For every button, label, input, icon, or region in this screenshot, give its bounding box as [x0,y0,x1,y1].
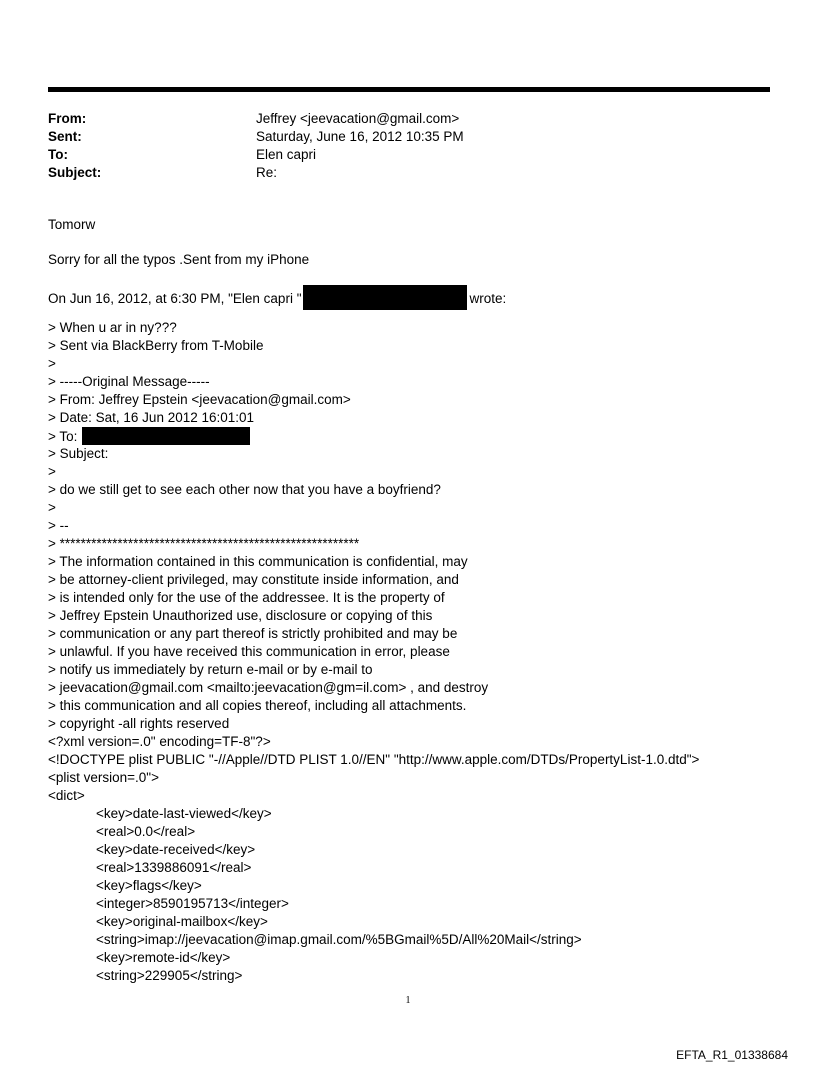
top-rule [48,87,770,92]
quoted-to-label: > To: [48,429,82,444]
email-body [48,216,788,985]
quoted-line: > this communication and all copies thereof, including all attachments. [48,698,467,713]
plist-line: <?xml version=.0" encoding=TF-8"?> [48,734,271,749]
to-label: To: [48,147,68,162]
quoted-line: > Sent via BlackBerry from T-Mobile [48,338,264,353]
sent-value: Saturday, June 16, 2012 10:35 PM [256,129,464,144]
quoted-message [48,319,788,985]
to-value: Elen capri [256,147,317,162]
quoted-line: > The information contained in this communication is confidential, may [48,554,468,569]
to-row [48,146,748,164]
quoted-line: > -- [48,518,69,533]
quoted-line: > notify us immediately by return e-mail or by e-mail to [48,662,373,677]
plist-line: <key>date-received</key> [96,842,256,857]
plist-line: <dict> [48,788,85,803]
quoted-line: > When u ar in ny??? [48,320,177,335]
quoted-line: > unlawful. If you have received this communication in error, please [48,644,450,659]
quoted-line: > [48,464,56,479]
plist-line: <string>229905</string> [96,968,243,983]
reply-text: Tomorw [48,217,96,232]
redaction-block [303,285,467,310]
wrote-line [48,285,788,306]
subject-label: Subject: [48,165,102,180]
plist-line: <real>0.0</real> [96,824,196,839]
page-number: 1 [405,995,411,1006]
quoted-line: > Date: Sat, 16 Jun 2012 16:01:01 [48,410,255,425]
quoted-line: > Subject: [48,446,109,461]
plist-line: <string>imap://jeevacation@imap.gmail.com/%5BGmail%5D/All%20Mail</string> [96,932,582,947]
quoted-line: > From: Jeffrey Epstein <jeevacation@gmail.com> [48,392,351,407]
sent-label: Sent: [48,129,82,144]
sent-row [48,128,748,146]
from-row [48,110,748,128]
plist-line: <integer>8590195713</integer> [96,896,289,911]
quoted-line: > Jeffrey Epstein Unauthorized use, disclosure or copying of this [48,608,433,623]
plist-line: <real>1339886091</real> [96,860,252,875]
quoted-line: > ********************************************************* [48,536,360,551]
quoted-to-line [48,427,788,445]
quoted-line: > be attorney-client privileged, may constitute inside information, and [48,572,459,587]
subject-value: Re: [256,165,278,180]
wrote-suffix: wrote: [469,291,507,306]
plist-line: <key>flags</key> [96,878,202,893]
signature-text: Sorry for all the typos .Sent from my iPhone [48,252,310,267]
plist-line: <key>original-mailbox</key> [96,914,268,929]
quoted-line: > [48,500,56,515]
document-id: EFTA_R1_01338684 [676,1048,788,1062]
plist-line: <key>remote-id</key> [96,950,231,965]
plist-line: <key>date-last-viewed</key> [96,806,272,821]
quoted-line: > do we still get to see each other now that you have a boyfriend? [48,482,441,497]
plist-line: <!DOCTYPE plist PUBLIC "-//Apple//DTD PLIST 1.0//EN" "http://www.apple.com/DTDs/PropertyList-1.0.dtd"> [48,752,700,767]
wrote-prefix: On Jun 16, 2012, at 6:30 PM, "Elen capri " [48,291,302,306]
quoted-line: > copyright -all rights reserved [48,716,230,731]
subject-row [48,164,748,182]
from-value: Jeffrey <jeevacation@gmail.com> [256,111,460,126]
quoted-line: > communication or any part thereof is strictly prohibited and may be [48,626,458,641]
quoted-line: > jeevacation@gmail.com <mailto:jeevacation@gm=il.com> , and destroy [48,680,489,695]
plist-line: <plist version=.0"> [48,770,159,785]
quoted-line: > -----Original Message----- [48,374,210,389]
quoted-line: > [48,356,56,371]
from-label: From: [48,111,87,126]
email-header [48,110,748,182]
quoted-line: > is intended only for the use of the addressee. It is the property of [48,590,445,605]
redaction-block [82,427,250,445]
